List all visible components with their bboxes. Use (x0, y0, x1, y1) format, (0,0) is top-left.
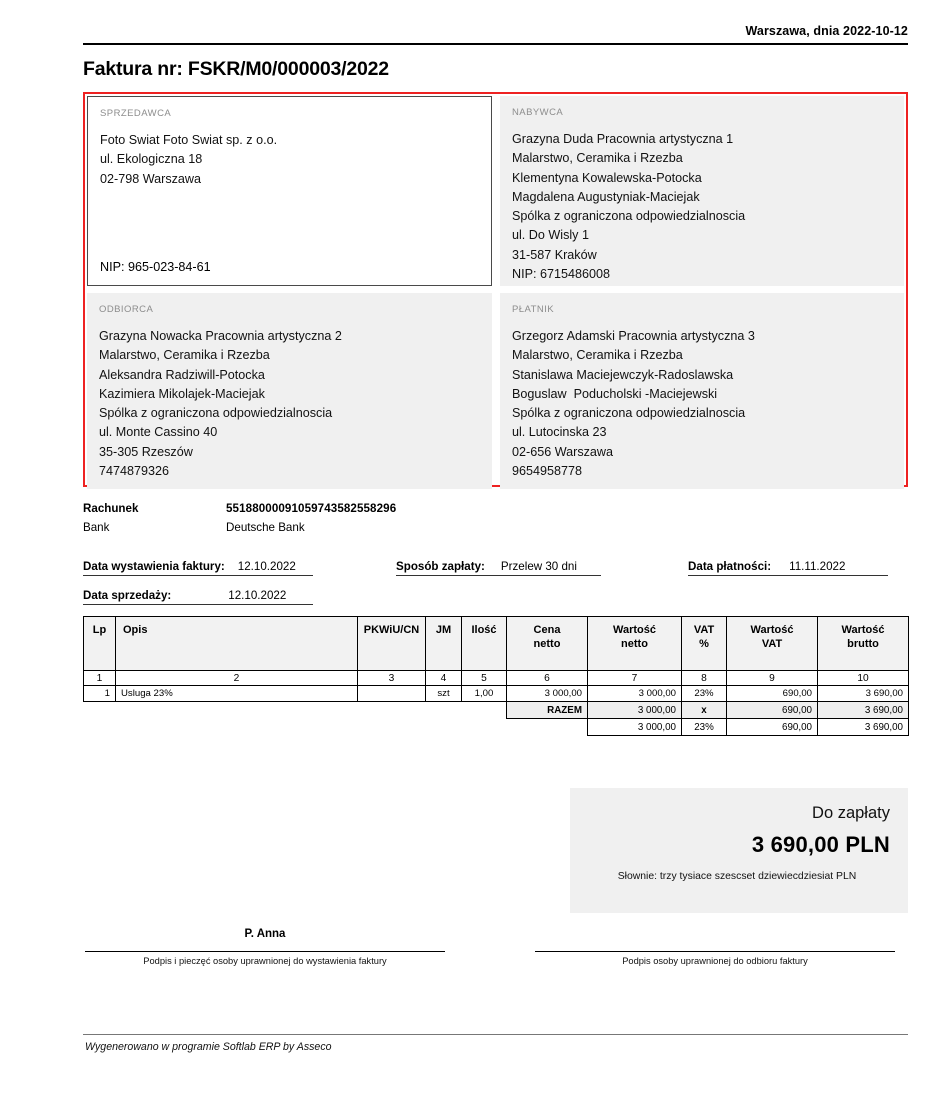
seller-card (87, 96, 492, 286)
th-wartosc-vat-line2: VAT (761, 638, 783, 650)
payer-line: Grzegorz Adamski Pracownia artystyczna 3 (512, 329, 755, 343)
bank-name-value: Deutsche Bank (226, 521, 305, 534)
signature-issuer-name: P. Anna (244, 928, 286, 940)
receiver-line: Aleksandra Radziwill-Potocka (99, 367, 265, 382)
payer-line: Boguslaw Poducholski -Maciejewski (512, 386, 718, 401)
seller-line: ul. Ekologiczna 18 (100, 152, 203, 167)
cell-cena-netto: 3 000,00 (507, 686, 588, 702)
th-vat-proc (682, 617, 727, 671)
th-opis-line1: Opis (123, 624, 148, 636)
razem-label: RAZEM (507, 702, 588, 719)
th-pkwiu (358, 617, 426, 671)
buyer-line: Klementyna Kowalewska-Potocka (512, 170, 702, 185)
razem-wartosc-brutto: 3 690,00 (818, 702, 909, 719)
receiver-line: Malarstwo, Ceramika i Rzezba (99, 348, 270, 363)
receiver-line: Kazimiera Mikolajek-Maciejak (99, 386, 265, 401)
column-number-row (84, 671, 909, 686)
th-wartosc-netto-line2: netto (621, 638, 648, 650)
colnum-4: 4 (426, 671, 462, 686)
th-cena-netto-line1: Cena (533, 624, 561, 636)
amount-due-box (570, 788, 908, 913)
footer-divider (83, 1034, 908, 1035)
colnum-9: 9 (727, 671, 818, 686)
spacer-cell (426, 702, 462, 719)
cell-wartosc-brutto: 3 690,00 (818, 686, 909, 702)
buyer-line: 31-587 Kraków (512, 247, 597, 262)
buyer-line: Spólka z ograniczona odpowiedzialnoscia (512, 209, 746, 224)
th-wartosc-vat-line1: Wartość (750, 624, 794, 636)
th-wartosc-brutto-line2: brutto (847, 638, 879, 650)
due-date-label: Data płatności: (688, 560, 772, 573)
colnum-6: 6 (507, 671, 588, 686)
cell-ilosc: 1,00 (462, 686, 507, 702)
buyer-line: Magdalena Augustyniak-Maciejak (512, 189, 700, 204)
spacer-cell (358, 702, 426, 719)
cell-pkwiu (358, 686, 426, 702)
spacer-cell (507, 719, 588, 736)
bank-details (83, 499, 583, 537)
spacer-cell (426, 719, 462, 736)
th-jm (426, 617, 462, 671)
buyer-line: ul. Do Wisly 1 (512, 228, 589, 243)
th-opis (116, 617, 358, 671)
city-and-date: Warszawa, dnia 2022-10-12 (745, 24, 908, 38)
rate-wartosc-netto: 3 000,00 (588, 719, 682, 736)
summary-row-razem (84, 702, 909, 719)
th-pkwiu-line1: PKWiU/CN (363, 624, 420, 636)
buyer-nip: NIP: 6715486008 (512, 267, 611, 282)
th-ilosc-line1: Ilość (471, 624, 497, 636)
items-table-head (84, 617, 909, 671)
buyer-label: NABYWCA (512, 107, 564, 118)
signature-issuer-caption: Podpis i pieczęć osoby uprawnionej do wystawienia faktury (143, 956, 387, 966)
sale-date-label: Data sprzedaży: (83, 589, 172, 602)
th-vat-proc-line1: VAT (693, 624, 715, 636)
th-jm-line1: JM (435, 624, 452, 636)
th-cena-netto (507, 617, 588, 671)
table-row (84, 686, 909, 702)
buyer-card (500, 96, 904, 286)
colnum-10: 10 (818, 671, 909, 686)
items-table (83, 616, 909, 736)
sale-date-value: 12.10.2022 (228, 589, 287, 602)
razem-vat-proc: x (682, 702, 727, 719)
rate-wartosc-vat: 690,00 (727, 719, 818, 736)
spacer-cell (116, 702, 358, 719)
th-vat-proc-line2: % (699, 638, 709, 650)
cell-wartosc-netto: 3 000,00 (588, 686, 682, 702)
footer-note: Wygenerowano w programie Softlab ERP by Asseco (85, 1041, 332, 1053)
issue-date-value: 12.10.2022 (237, 560, 296, 573)
amount-in-words: Słownie: trzy tysiace szescset dziewiecdziesiat PLN (617, 871, 857, 882)
issue-date-label: Data wystawienia faktury: (83, 560, 225, 573)
amount-due-label: Do zapłaty (812, 804, 890, 822)
signature-issuer-rule (85, 951, 445, 952)
receiver-card (87, 293, 492, 489)
page-title: Faktura nr: FSKR/M0/000003/2022 (83, 58, 389, 80)
payer-nip: 9654958778 (512, 464, 583, 479)
colnum-7: 7 (588, 671, 682, 686)
razem-wartosc-vat: 690,00 (727, 702, 818, 719)
spacer-cell (84, 719, 116, 736)
spacer-cell (462, 719, 507, 736)
payment-method-value: Przelew 30 dni (500, 560, 577, 573)
cell-jm: szt (426, 686, 462, 702)
receiver-address (99, 327, 480, 481)
th-cena-netto-line2: netto (533, 638, 561, 650)
payer-line: Stanislawa Maciejewczyk-Radoslawska (512, 367, 734, 382)
buyer-line: Malarstwo, Ceramika i Rzezba (512, 151, 683, 166)
receiver-line: Spólka z ograniczona odpowiedzialnoscia (99, 406, 333, 421)
parties-highlight-box (83, 92, 908, 487)
receiver-line: 35-305 Rzeszów (99, 444, 193, 459)
th-lp-line1: Lp (92, 624, 107, 636)
payer-label: PŁATNIK (512, 304, 555, 315)
bank-account-label: Rachunek (83, 502, 139, 515)
cell-lp: 1 (84, 686, 116, 702)
payment-method-label: Sposób zapłaty: (396, 560, 485, 573)
cell-opis: Usluga 23% (116, 686, 358, 702)
buyer-line: Grazyna Duda Pracownia artystyczna 1 (512, 132, 734, 146)
due-date-value: 11.11.2022 (789, 560, 846, 573)
colnum-1: 1 (84, 671, 116, 686)
bank-name-row (83, 518, 583, 537)
bank-account-row (83, 499, 583, 518)
seller-line: Foto Swiat Foto Swiat sp. z o.o. (100, 133, 278, 147)
colnum-3: 3 (358, 671, 426, 686)
spacer-cell (358, 719, 426, 736)
seller-label: SPRZEDAWCA (100, 108, 172, 119)
bank-name-label: Bank (83, 521, 110, 534)
signature-issuer (85, 928, 445, 966)
rate-wartosc-brutto: 3 690,00 (818, 719, 909, 736)
payer-card (500, 293, 904, 489)
payer-line: Malarstwo, Ceramika i Rzezba (512, 348, 683, 363)
th-lp (84, 617, 116, 671)
receiver-line: ul. Monte Cassino 40 (99, 425, 218, 440)
table-header-row (84, 617, 909, 671)
th-wartosc-brutto-line1: Wartość (841, 624, 885, 636)
receiver-line: Grazyna Nowacka Pracownia artystyczna 2 (99, 329, 342, 343)
signature-receiver-name (535, 928, 895, 946)
spacer-cell (116, 719, 358, 736)
payer-address (512, 327, 892, 481)
th-ilosc (462, 617, 507, 671)
th-wartosc-brutto (818, 617, 909, 671)
receiver-nip: 7474879326 (99, 464, 170, 479)
th-wartosc-netto (588, 617, 682, 671)
payer-line: Spólka z ograniczona odpowiedzialnoscia (512, 406, 746, 421)
th-wartosc-vat (727, 617, 818, 671)
colnum-2: 2 (116, 671, 358, 686)
signature-receiver-rule (535, 951, 895, 952)
colnum-8: 8 (682, 671, 727, 686)
colnum-5: 5 (462, 671, 507, 686)
rate-vat-proc: 23% (682, 719, 727, 736)
header-divider (83, 43, 908, 45)
summary-row-rate (84, 719, 909, 736)
seller-nip: NIP: 965-023-84-61 (100, 259, 211, 274)
spacer-cell (84, 702, 116, 719)
spacer-cell (462, 702, 507, 719)
items-table-body (84, 671, 909, 736)
sale-date-field (83, 589, 313, 605)
parties-grid (85, 94, 906, 485)
razem-wartosc-netto: 3 000,00 (588, 702, 682, 719)
issue-date-field (83, 560, 313, 576)
amount-due-value: 3 690,00 PLN (751, 832, 890, 857)
payer-line: ul. Lutocinska 23 (512, 425, 607, 440)
signature-receiver-caption: Podpis osoby uprawnionej do odbioru faktury (622, 956, 808, 966)
buyer-address (512, 130, 892, 284)
payment-method-field (396, 560, 601, 576)
th-wartosc-netto-line1: Wartość (613, 624, 656, 636)
document-header-row (83, 22, 908, 40)
cell-vat-proc: 23% (682, 686, 727, 702)
due-date-field (688, 560, 888, 576)
cell-wartosc-vat: 690,00 (727, 686, 818, 702)
seller-address (100, 131, 479, 189)
seller-line: 02-798 Warszawa (100, 171, 202, 186)
receiver-label: ODBIORCA (99, 304, 154, 315)
bank-account-value: 55188000091059743582558296 (226, 502, 397, 515)
payer-line: 02-656 Warszawa (512, 444, 614, 459)
signature-receiver (535, 928, 895, 966)
